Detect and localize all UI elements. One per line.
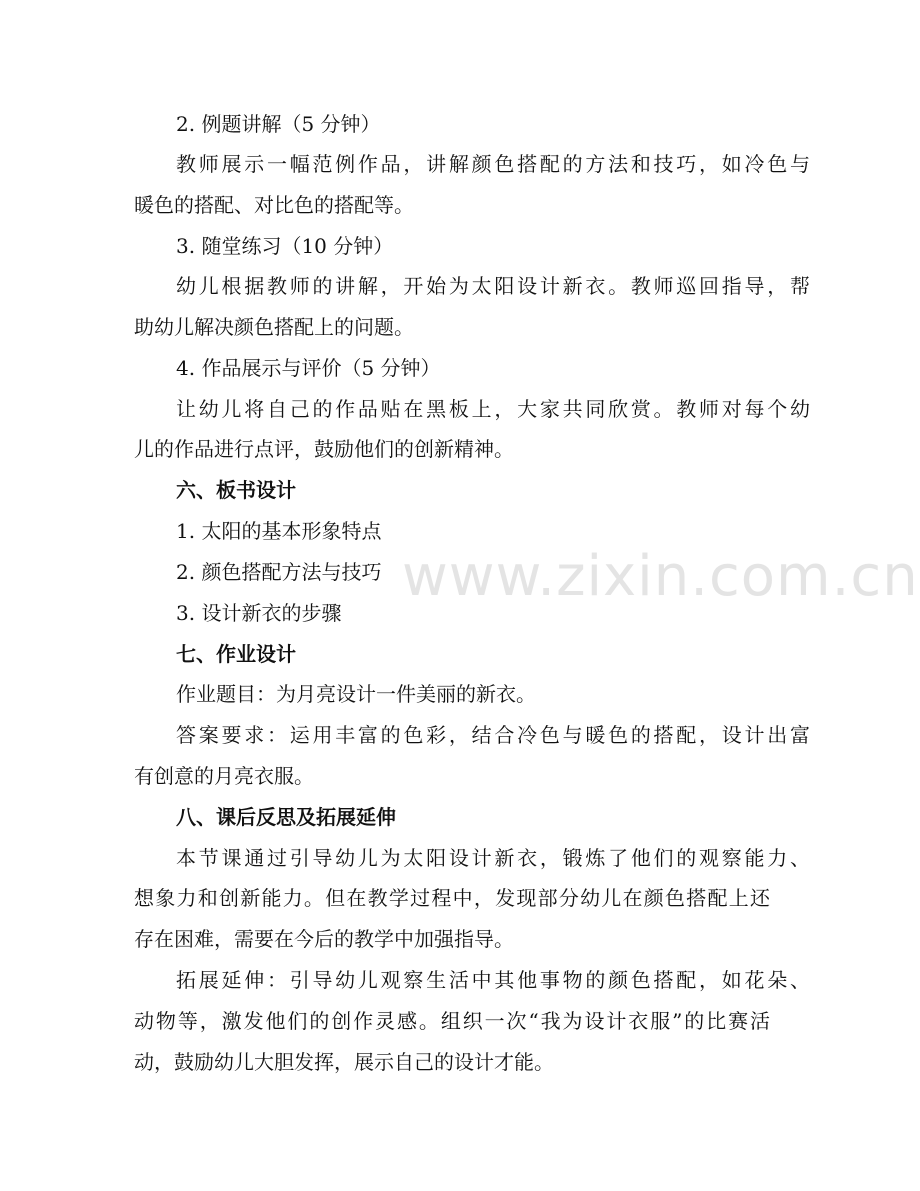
section-3-title: 3. 随堂练习（10 分钟） bbox=[176, 234, 394, 258]
section-3-paragraph-line-2: 助幼儿解决颜色搭配上的问题。 bbox=[134, 315, 414, 339]
section-2-paragraph-line-1: 教师展示一幅范例作品，讲解颜色搭配的方法和技巧，如冷色与 bbox=[176, 152, 810, 176]
section-4-title: 4. 作品展示与评价（5 分钟） bbox=[176, 356, 441, 380]
blackboard-item-1: 1. 太阳的基本形象特点 bbox=[176, 519, 382, 543]
extension-line-2: 动物等，激发他们的创作灵感。组织一次“我为设计衣服”的比赛活 bbox=[134, 1009, 770, 1033]
homework-requirement-line-2: 有创意的月亮衣服。 bbox=[134, 764, 314, 788]
extension-line-1: 拓展延伸：引导幼儿观察生活中其他事物的颜色搭配，如花朵、 bbox=[176, 968, 810, 992]
section-2-paragraph-line-2: 暖色的搭配、对比色的搭配等。 bbox=[134, 193, 414, 217]
section-3-paragraph-line-1: 幼儿根据教师的讲解，开始为太阳设计新衣。教师巡回指导，帮 bbox=[176, 274, 810, 298]
section-2-title: 2. 例题讲解（5 分钟） bbox=[176, 112, 381, 136]
heading-homework-design: 七、作业设计 bbox=[176, 642, 296, 666]
section-4-paragraph-line-1: 让幼儿将自己的作品贴在黑板上，大家共同欣赏。教师对每个幼 bbox=[176, 397, 810, 421]
heading-blackboard-design: 六、板书设计 bbox=[176, 478, 296, 502]
homework-topic: 作业题目：为月亮设计一件美丽的新衣。 bbox=[176, 682, 536, 706]
reflection-line-1: 本节课通过引导幼儿为太阳设计新衣，锻炼了他们的观察能力、 bbox=[176, 846, 810, 870]
homework-requirement-line-1: 答案要求：运用丰富的色彩，结合冷色与暖色的搭配，设计出富 bbox=[176, 723, 810, 747]
extension-line-3: 动，鼓励幼儿大胆发挥，展示自己的设计才能。 bbox=[134, 1050, 554, 1074]
watermark: www.zixin.com.cn bbox=[402, 544, 919, 609]
reflection-line-2: 想象力和创新能力。但在教学过程中，发现部分幼儿在颜色搭配上还 bbox=[134, 886, 770, 910]
blackboard-item-3: 3. 设计新衣的步骤 bbox=[176, 601, 342, 625]
section-4-paragraph-line-2: 儿的作品进行点评，鼓励他们的创新精神。 bbox=[134, 437, 514, 461]
reflection-line-3: 存在困难，需要在今后的教学中加强指导。 bbox=[134, 927, 514, 951]
heading-reflection-extension: 八、课后反思及拓展延伸 bbox=[176, 805, 396, 829]
blackboard-item-2: 2. 颜色搭配方法与技巧 bbox=[176, 560, 382, 584]
